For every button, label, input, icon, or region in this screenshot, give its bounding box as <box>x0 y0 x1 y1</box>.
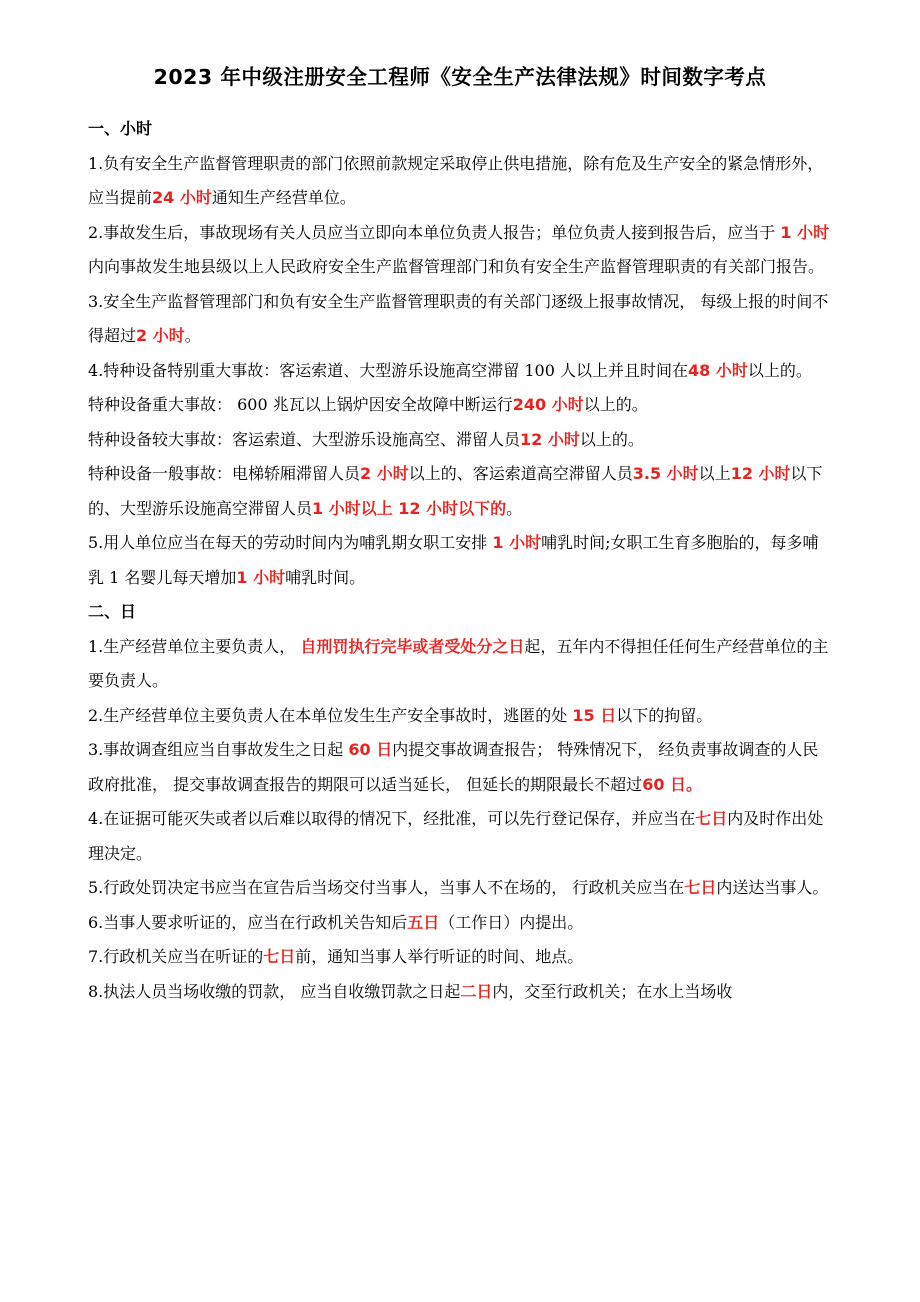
text-segment: 内及时作出处理决定。 <box>88 809 824 863</box>
text-segment: 前，通知当事人举行听证的时间、地点。 <box>295 947 584 966</box>
highlight-time: 48 小时 <box>687 360 748 380</box>
text-segment: 通知生产经营单位。 <box>211 188 356 207</box>
highlight-time: 七日 <box>263 947 296 966</box>
text-segment: 1.负有安全生产监督管理职责的部门依照前款规定采取停止供电措施，除有危及生产安全的紧急情形外，应当提前 <box>88 153 824 207</box>
text-segment: 2.事故发生后，事故现场有关人员应当立即向本单位负责人报告；单位负责人接到报告后，应当于 <box>88 222 781 242</box>
highlight-time: 五日 <box>407 912 440 932</box>
text-segment: 以下的拘留。 <box>616 705 713 725</box>
paragraph <box>88 906 833 941</box>
paragraph <box>88 526 833 595</box>
paragraph <box>88 699 833 734</box>
paragraph <box>88 630 833 699</box>
paragraph <box>88 733 833 802</box>
text-segment: （工作日）内提出。 <box>439 912 584 932</box>
text-segment: 内向事故发生地县级以上人民政府安全生产监督管理部门和负有安全生产监督管理职责的有关部门报告。 <box>88 257 825 276</box>
paragraph <box>88 975 833 1010</box>
paragraph <box>88 147 833 216</box>
text-segment: 特种设备一般事故：电梯轿厢滞留人员 <box>88 464 361 483</box>
text-segment: 以上 <box>698 464 731 483</box>
text-segment: 4.在证据可能灭失或者以后难以取得的情况下，经批准，可以先行登记保存，并应当在 <box>88 809 696 828</box>
paragraph <box>88 457 833 526</box>
text-segment: 以上的。 <box>583 395 648 414</box>
paragraph <box>88 354 833 389</box>
highlight-time: 12 小时 <box>520 429 580 449</box>
highlight-time: 七日 <box>684 878 717 897</box>
highlight-time: 1 小时以上 12 小时以下的 <box>312 498 507 518</box>
text-segment: 。 <box>184 326 201 345</box>
paragraph <box>88 388 833 423</box>
text-segment: 以上的、客运索道高空滞留人员 <box>408 464 633 483</box>
text-segment: 4.特种设备特别重大事故：客运索道、大型游乐设施高空滞留 100 人以上并且时间在 <box>88 360 688 380</box>
text-segment: 3.安全生产监督管理部门和负有安全生产监督管理职责的有关部门逐级上报事故情况， 每级上报的时间不得超过 <box>88 291 829 345</box>
paragraph <box>88 871 833 906</box>
highlight-time: 1 小时 <box>780 222 830 242</box>
highlight-time: 3.5 小时 <box>632 464 699 483</box>
text-segment: 以下的、大型游乐设施高空滞留人员 <box>88 464 823 518</box>
paragraph <box>88 285 833 354</box>
text-segment: 内送达当事人。 <box>716 878 829 897</box>
section-heading: 一、小时 <box>88 119 153 138</box>
highlight-time: 1 小时 <box>236 567 286 587</box>
highlight-time: 1 小时 <box>492 533 542 552</box>
paragraph <box>88 940 833 975</box>
text-segment: 5.行政处罚决定书应当在宣告后当场交付当事人，当事人不在场的， 行政机关应当在 <box>88 878 685 897</box>
highlight-time: 12 小时 <box>730 464 791 483</box>
text-segment: 内，交至行政机关；在水上当场收 <box>492 981 733 1001</box>
highlight-time: 二日 <box>460 981 493 1001</box>
text-segment: 内提交事故调查报告； 特殊情况下， 经负责事故调查的人民政府批准， 提交事故调查报告的期限可以适当延长， 但延长的期限最长不超过 <box>88 740 819 794</box>
text-segment: 6.当事人要求听证的，应当在行政机关告知后 <box>88 912 408 932</box>
highlight-time: 24 小时 <box>152 188 212 207</box>
text-segment: 2.生产经营单位主要负责人在本单位发生生产安全事故时，逃匿的处 <box>88 705 573 725</box>
text-segment: 以上的。 <box>747 360 812 380</box>
text-segment: 以上的。 <box>579 429 644 449</box>
text-segment: 特种设备较大事故：客运索道、大型游乐设施高空、滞留人员 <box>88 429 521 449</box>
text-segment: 起，五年内不得担任任何生产经营单位的主要负责人。 <box>88 636 829 690</box>
paragraph <box>88 216 833 285</box>
paragraph <box>88 423 833 458</box>
text-segment: 5.用人单位应当在每天的劳动时间内为哺乳期女职工安排 <box>88 533 493 552</box>
document-title: 2023 年中级注册安全工程师《安全生产法律法规》时间数字考点 <box>153 65 767 89</box>
document-body <box>88 112 833 1009</box>
highlight-time: 60 日 <box>348 740 393 759</box>
highlight-time: 自刑罚执行完毕或者受处分之日 <box>300 636 525 656</box>
text-segment: 7.行政机关应当在听证的 <box>88 947 264 966</box>
text-segment: 1.生产经营单位主要负责人， <box>88 636 301 656</box>
text-segment: 哺乳时间。 <box>285 567 366 587</box>
highlight-time: 2 小时 <box>360 464 409 483</box>
text-segment: 特种设备重大事故： 600 兆瓦以上锅炉因安全故障中断运行 <box>88 395 513 414</box>
highlight-time: 60 日。 <box>642 774 703 794</box>
text-segment: 8.执法人员当场收缴的罚款， 应当自收缴罚款之日起 <box>88 981 461 1001</box>
paragraph <box>88 802 833 871</box>
text-segment: 3.事故调查组应当自事故发生之日起 <box>88 740 349 759</box>
highlight-time: 15 日 <box>572 705 617 725</box>
highlight-time: 240 小时 <box>512 395 584 414</box>
highlight-time: 2 小时 <box>136 326 185 345</box>
section-heading: 二、日 <box>88 602 137 621</box>
highlight-time: 七日 <box>695 809 728 828</box>
text-segment: 。 <box>506 498 523 518</box>
text-segment: 哺乳时间;女职工生育多胞胎的，每多哺乳 1 名婴儿每天增加 <box>88 533 819 587</box>
